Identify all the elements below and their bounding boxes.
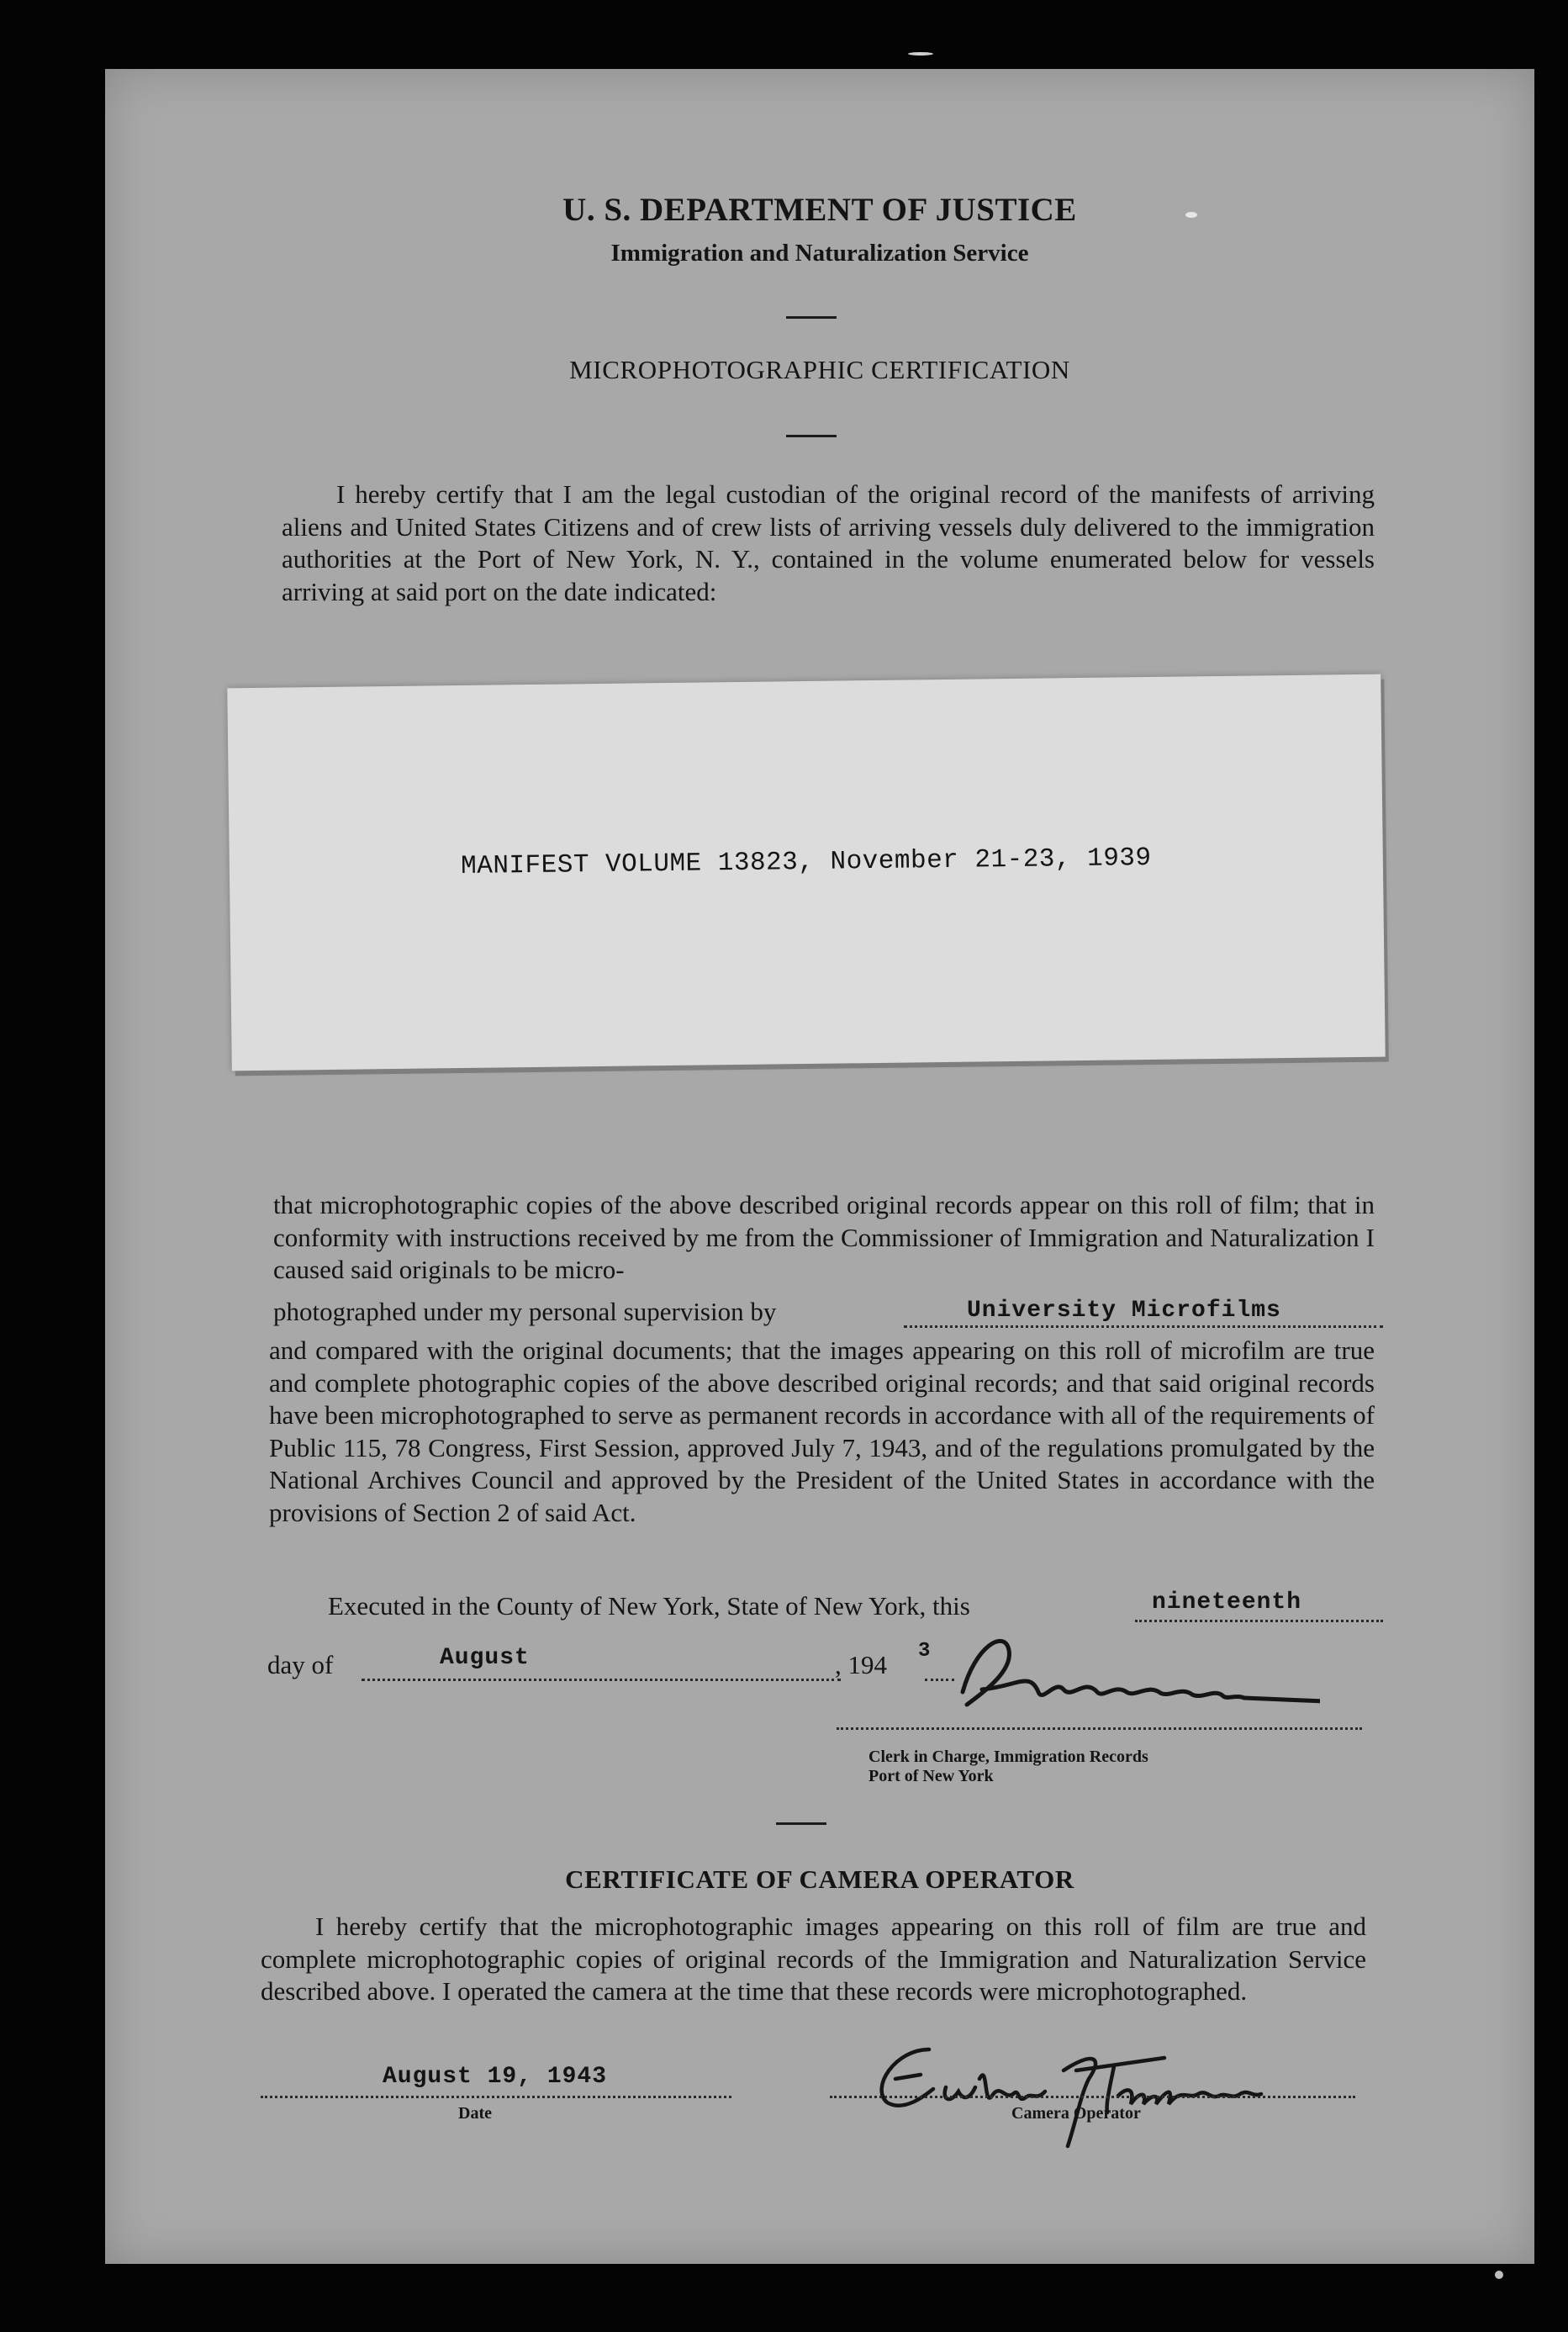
month-fill: August bbox=[440, 1645, 530, 1671]
camera-date-fill: August 19, 1943 bbox=[383, 2064, 608, 2090]
body-text-bottom: and compared with the original documents; that the images appearing on this roll of microfilm are true and complete photographic copies of the above described original records; and that said original records have been microphotographed to serve as permanent records in accordance with all of the requirements of Public 115, 78 Congress, First Session, approved July 7, 1943, and of the regulations promulgated by the National Archives Council and approved by the President of the United States in accordance with the provisions of Section 2 of said Act. bbox=[269, 1335, 1375, 1527]
day-of-label: day of bbox=[267, 1650, 334, 1679]
film-speck bbox=[1185, 212, 1197, 218]
supervision-prefix: photographed under my personal supervision by bbox=[273, 1297, 777, 1326]
executed-line bbox=[328, 1591, 970, 1621]
volume-slip-text: MANIFEST VOLUME 13823, November 21-23, 1939 bbox=[460, 843, 1152, 882]
camera-certificate-paragraph bbox=[261, 1911, 1366, 2008]
camera-operator-label: Camera Operator bbox=[1011, 2104, 1141, 2123]
camera-operator-line bbox=[830, 2092, 1355, 2098]
service-subheading: Immigration and Naturalization Service bbox=[610, 240, 1029, 267]
body-paragraph-bottom bbox=[269, 1335, 1375, 1529]
camera-certificate-text: I hereby certify that the microphotographic images appearing on this roll of film are true and complete microphotographic copies of original records of the Immigration and Naturalization Service described above. I operated the camera at the time that these records were microphotographed. bbox=[261, 1912, 1366, 2006]
camera-date-line bbox=[261, 2092, 731, 2098]
form-title: MICROPHOTOGRAPHIC CERTIFICATION bbox=[569, 355, 1070, 384]
clerk-title-line1: Clerk in Charge, Immigration Records bbox=[868, 1748, 1148, 1766]
year-prefix: , 194 bbox=[835, 1650, 887, 1679]
supervision-line bbox=[273, 1297, 776, 1327]
operator-signature bbox=[837, 2020, 1375, 2163]
film-speck bbox=[1495, 2271, 1503, 2279]
camera-certificate-title: CERTIFICATE OF CAMERA OPERATOR bbox=[565, 1864, 1074, 1894]
clerk-signature-line bbox=[837, 1724, 1362, 1730]
intro-paragraph bbox=[282, 479, 1375, 608]
body-text-top: that microphotographic copies of the above described original records appear on this roll of film; that in conformity with instructions received by me from the Commissioner of Immigration and Naturalization I caused said originals to be micro- bbox=[273, 1190, 1375, 1284]
department-heading: U. S. DEPARTMENT OF JUSTICE bbox=[562, 192, 1077, 228]
supervision-fill: University Microfilms bbox=[967, 1298, 1281, 1324]
day-of-line bbox=[267, 1650, 333, 1680]
body-paragraph-top bbox=[273, 1189, 1375, 1287]
month-blank bbox=[362, 1675, 841, 1681]
camera-date-label: Date bbox=[458, 2104, 492, 2123]
film-speck bbox=[908, 52, 933, 56]
intro-text: I hereby certify that I am the legal custodian of the original record of the manifests of arriving aliens and United States Citizens and of crew lists of arriving vessels duly delivered to the immigration authorities at the Port of New York, N. Y., contained in the volume enumerated below for vessels arriving at said port on the date indicated: bbox=[282, 479, 1375, 606]
year-line bbox=[835, 1650, 887, 1680]
divider bbox=[786, 316, 837, 319]
certificate-sheet bbox=[105, 69, 1534, 2264]
divider bbox=[776, 1822, 826, 1825]
volume-slip bbox=[227, 674, 1385, 1071]
executed-prefix: Executed in the County of New York, State of New York, this bbox=[328, 1591, 970, 1621]
clerk-title bbox=[868, 1748, 1148, 1786]
clerk-title-line2: Port of New York bbox=[868, 1767, 994, 1785]
clerk-signature bbox=[883, 1612, 1320, 1730]
day-fill: nineteenth bbox=[1152, 1589, 1302, 1615]
divider bbox=[786, 435, 837, 437]
year-fill: 3 bbox=[918, 1640, 932, 1663]
